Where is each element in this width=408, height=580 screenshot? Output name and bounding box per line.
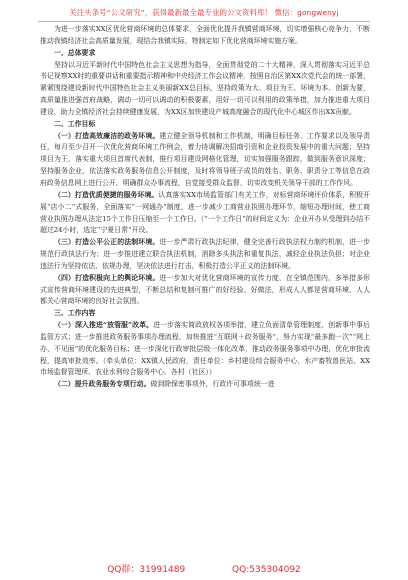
intro-paragraph: 为进一步落实XX区优化营商环境的总体要求，全面优化提升我镇营商环境，切实增强核心竞争力，不断推动我镇经济社会高质量发展，现结合我镇实际，特制定如下优化营商环境实施方案。 xyxy=(40,25,370,45)
footer-qq: QQ:535304092 xyxy=(232,565,301,575)
paragraph-text: 进一步严肃行政执法纪律，健全完善行政执法权力制约机制，进一步规范行政执法行为；进一步推进建立联合执法机制，消除多头执法和重复执法，减轻企业执法负担；对企业违法行为坚持依法、依规办理，坚决依法进行打击，积极打造公平正义的法制环境。 xyxy=(40,238,371,270)
body-paragraph xyxy=(40,379,370,391)
subheading: （一）深入推进“放管服”改革。 xyxy=(54,321,154,330)
body-paragraph xyxy=(40,131,370,190)
footer xyxy=(0,562,408,575)
body-paragraph xyxy=(40,320,370,379)
section-heading: 一、总体要求 xyxy=(54,48,96,57)
body-paragraph xyxy=(40,237,370,273)
paragraph-text: 建立健全领导机制和工作机制，明确目标任务、工作要求以及领导责任，每月至少召开一次优化营商环境工作例会，着力协调解决招商引资和企业投资发展中的重大问题；坚持项目为王，落实重大项目首席代表制，推行项目建设网格化管理，切实加强服务跟踪，做到服务意识深度；坚持服务企业，依法落实政务服务信息公开制度，及时将领导班子成员的姓名、职务、职责分工等信息在政府政务信息网上进行公开，明确群众办事流程，自觉接受群众监督，切实改变机关领导干部的工作作风。 xyxy=(40,131,371,187)
header-rule xyxy=(38,21,370,22)
paragraph-text: 做到除保密事项外，行政许可事项统一进 xyxy=(150,380,275,389)
subheading: （三）打造公平公正的法制环境。 xyxy=(54,238,160,247)
subheading: （二）打造优质便捷的服务环境。 xyxy=(54,190,159,199)
paragraph-text: 进一步落实简政放权各项举措，建立负面清单管理制度，创新事中事后监管方式；进一步推进政务服务事项办理流程，加快推进“互联网＋政务服务”，努力实现“最多跑一次”“网上办、不见面”的优化服务目标；进一步深化行政审批层级一体化改革，推动政务服务事项中办理，优化审批流程，提高审批效率。（牵头单位：XX镇人民政府，责任单位：乡村建设综合服务中心、水产畜牧兽医站、XX市场监督管理所、农业水利综合服务中心、各村（社区）） xyxy=(40,321,370,377)
subheading: （一）打造高效廉洁的政务环境。 xyxy=(54,131,160,140)
body-paragraph xyxy=(40,273,370,309)
header-banner: 关注头条号“公文研究”，获得最新最全最专业的公文资料库！ 微信：gongwenyj xyxy=(69,8,339,17)
subheading: （二）提升政务服务专项行动。 xyxy=(54,380,151,389)
footer-qq-group: QQ群：31991489 xyxy=(107,565,186,575)
section-heading: 三、工作内容 xyxy=(54,309,96,318)
section-heading: 二、工作目标 xyxy=(54,119,96,128)
document-body xyxy=(40,24,370,391)
body-paragraph: 坚持以习近平新时代中国特色社会主义思想为指导，全面贯彻党的二十大精神，深入贯彻落实习近平总书记视察XX时的重要讲话和重要指示精神和中央经济工作会议精神，按照自治区第XX次党代会的统一部署，紧紧围绕建设新时代中国特色社会主义美丽新XX总目标，坚持政策为大、项目为王、环境为本、创新为要，高质量推进强首府战略，调动一切可以调动的积极要素，用好一切可以利用的政策举措，加力推进重大项目建设，助力全镇经济社会持续健康发展，为XX区加快建设产城高度融合的现代化中心城区作出XX贡献。 xyxy=(40,60,370,116)
body-paragraph xyxy=(40,190,370,237)
paragraph-text: 进一步加大对优化营商环境的宣传力度，在全镇范围内，多举措多形式宣传营商环境建设的先进典型，不断总结和复制可推广的好经验、好做法，形成人人都是营商环境、人人都关心营商环境的良好社会氛围。 xyxy=(40,273,371,306)
paragraph-text: 认真落实XX市场监管部门有关工作，对标营商环境评价体系，积极开展“店小二”式服务，全面落实“一网通办”制度，进一步减少工商营业执照办理环节，缩短办理时间，使工商营业执照办理从法定15个工作日压缩至一个工作日。（“一个工作日”的时间定义为：企业开办从受理到办结不超过24小时，选定“宁夏日常”开设。 xyxy=(40,190,371,235)
subheading: （四）打造积极向上的舆论环境。 xyxy=(54,273,160,282)
